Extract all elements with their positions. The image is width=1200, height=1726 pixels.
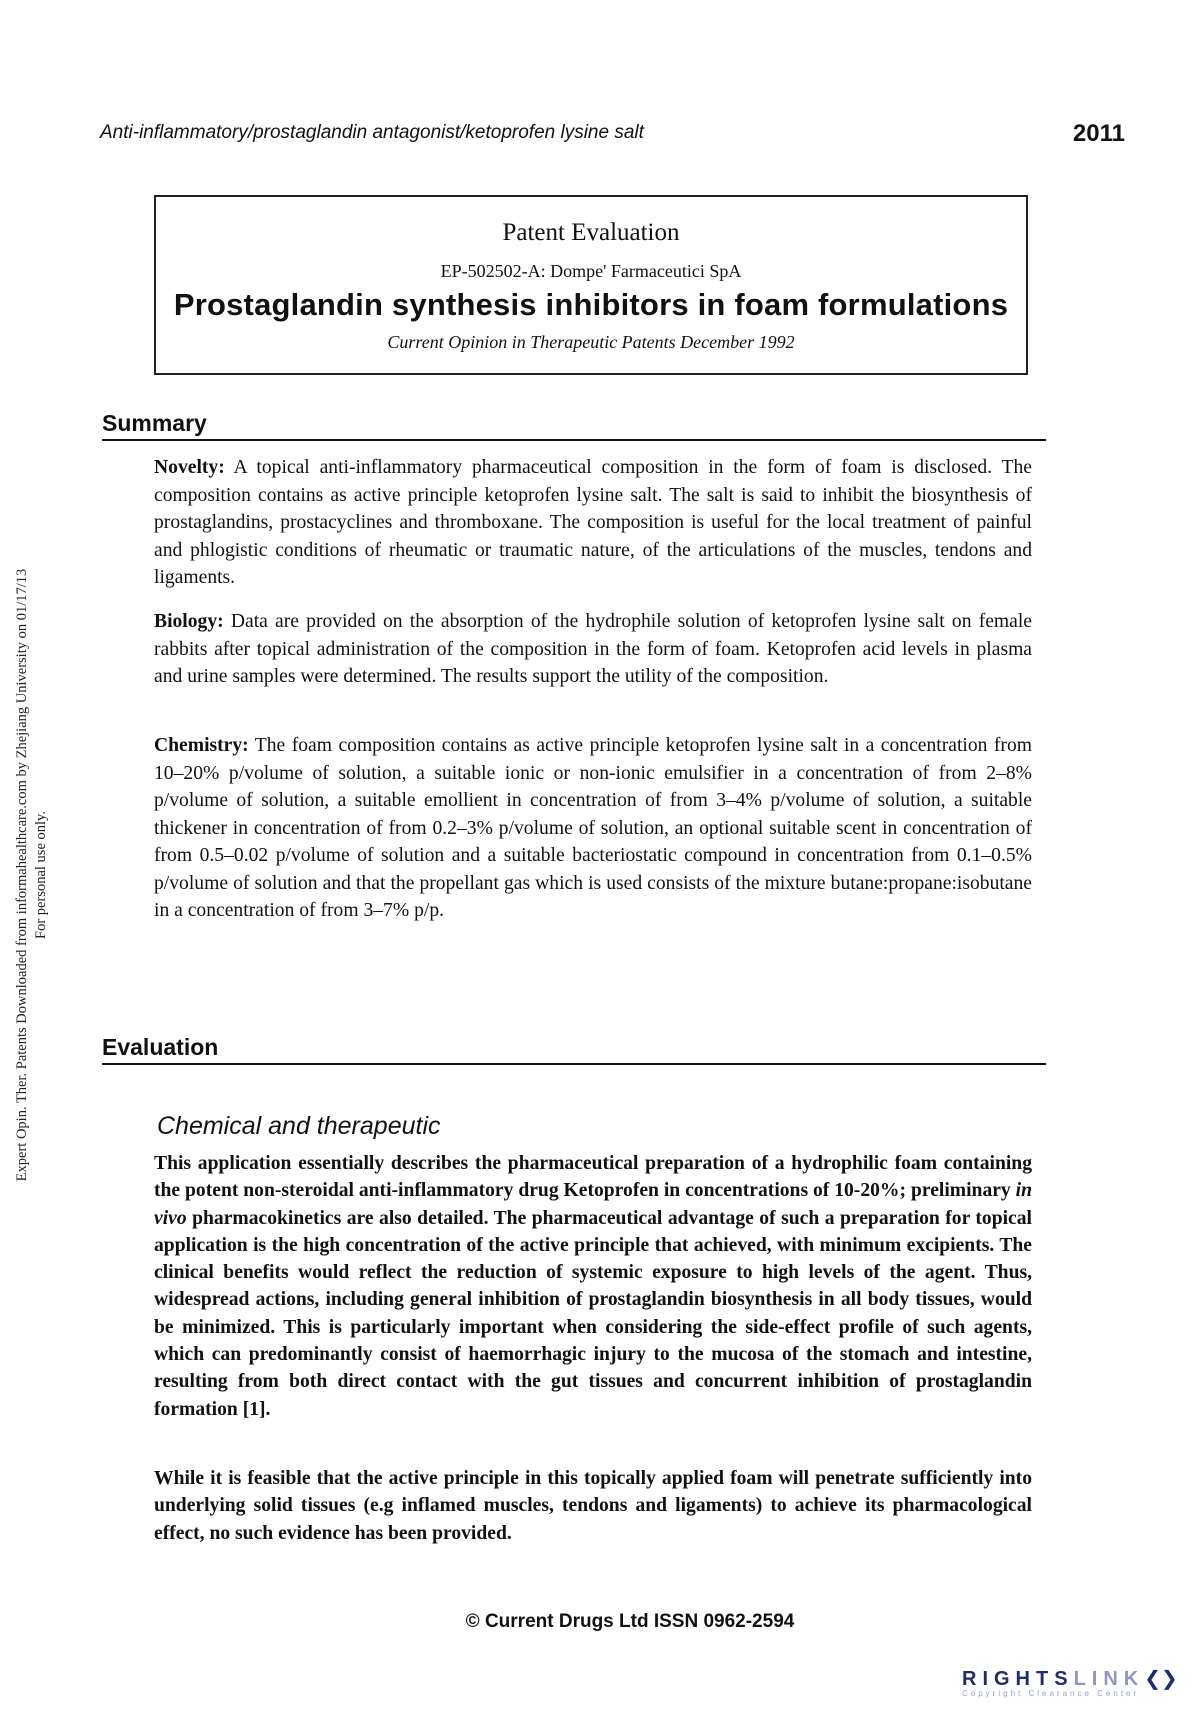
- running-title: Anti-inflammatory/prostaglandin antagonist/ketoprofen lysine salt: [100, 122, 644, 143]
- novelty-label: Novelty:: [154, 457, 225, 478]
- rightslink-wordmark: RIGHTSLINK❮❯: [962, 1668, 1178, 1690]
- evaluation-text-2: While it is feasible that the active principle in this topically applied foam will penetrate sufficiently into underlying solid tissues (e.g inflamed muscles, tendons and ligaments) to achieve its pharmacological effect, no such evidence has been provided.: [154, 1468, 1032, 1544]
- rightslink-arrows-icon: ❮❯: [1144, 1668, 1178, 1690]
- chemical-therapeutic-subheading: Chemical and therapeutic: [157, 1112, 441, 1140]
- summary-heading: [102, 406, 1046, 441]
- article-title: Prostaglandin synthesis inhibitors in foam formulations: [173, 287, 1009, 322]
- evaluation-paragraph-1: [154, 1150, 1032, 1423]
- rightslink-subtitle: Copyright Clearance Center: [962, 1689, 1140, 1698]
- novelty-paragraph: [154, 454, 1032, 592]
- in-vivo-italic: in vivo: [154, 1180, 1032, 1229]
- chemistry-text: The foam composition contains as active principle ketoprofen lysine salt in a concentration from 10–20% p/volume of solution, a suitable ionic or non-ionic emulsifier in a concentration of from 2–8% p/volume of solution, a suitable emollient in concentration of from 3–4% p/volume of solution, a suitable thickener in concentration of from 0.2–3% p/volume of solution, an optional suitable scent in concentration of from 0.5–0.02 p/volume of solution and a suitable bacteriostatic compound in concentration from 0.1–0.5% p/volume of solution and that the propellant gas which is used consists of the mixture butane:propane:isobutane in a concentration of from 3–7% p/p.: [154, 735, 1032, 921]
- page-number: 2011: [1072, 120, 1125, 147]
- copyright-footer: © Current Drugs Ltd ISSN 0962-2594: [465, 1611, 795, 1632]
- summary-heading-text: Summary: [102, 410, 207, 436]
- download-notice: [4, 500, 60, 1250]
- biology-text: Data are provided on the absorption of the hydrophile solution of ketoprofen lysine salt on female rabbits after topical administration of the composition in the form of foam. Ketoprofen acid levels in plasma and urine samples were determined. The results support the utility of the composition.: [154, 611, 1032, 687]
- article-type: Patent Evaluation: [502, 219, 680, 246]
- chemistry-label: Chemistry:: [154, 735, 249, 756]
- novelty-text: A topical anti-inflammatory pharmaceutical composition in the form of foam is disclosed. The composition contains as active principle ketoprofen lysine salt. The salt is said to inhibit the biosynthesis of prostaglandins, prostacyclines and thromboxane. The composition is useful for the local treatment of painful and phlogistic conditions of rheumatic or traumatic nature, of the articulations of the muscles, tendons and ligaments.: [154, 457, 1032, 588]
- running-head: [100, 120, 1125, 150]
- download-notice-line: Expert Opin. Ther. Patents Downloaded from informahealthcare.com by Zhejiang University on 01/17/13: [14, 568, 30, 1182]
- biology-paragraph: [154, 608, 1032, 691]
- evaluation-heading-text: Evaluation: [102, 1034, 219, 1060]
- evaluation-text: This application essentially describes the pharmaceutical preparation of a hydrophilic foam containing the potent non-steroidal anti-inflammatory drug Ketoprofen in concentrations of 10-20%; preliminary: [154, 1153, 1032, 1202]
- evaluation-paragraph-2: [154, 1465, 1032, 1547]
- journal-source: Current Opinion in Therapeutic Patents December 1992: [387, 332, 795, 352]
- personal-use-notice: For personal use only.: [33, 811, 49, 939]
- chemistry-paragraph: [154, 732, 1032, 925]
- biology-label: Biology:: [154, 611, 224, 632]
- evaluation-heading: [102, 1030, 1046, 1065]
- title-box: [154, 195, 1028, 375]
- patent-number: EP-502502-A: Dompe' Farmaceutici SpA: [440, 261, 742, 281]
- rightslink-logo[interactable]: [962, 1666, 1192, 1706]
- evaluation-text-cont: pharmacokinetics are also detailed. The pharmaceutical advantage of such a preparation for topical application is the high concentration of the active principle that achieved, with minimum excipients. The clinical benefits would reflect the reduction of systemic exposure to high levels of the agent. Thus, widespread actions, including general inhibition of prostaglandin biosynthesis in all body tissues, would be minimized. This is particularly important when considering the side-effect profile of such agents, which can predominantly consist of haemorrhagic injury to the mucosa of the stomach and intestine, resulting from both direct contact with the gut tissues and concurrent inhibition of prostaglandin formation [1].: [154, 1207, 1032, 1420]
